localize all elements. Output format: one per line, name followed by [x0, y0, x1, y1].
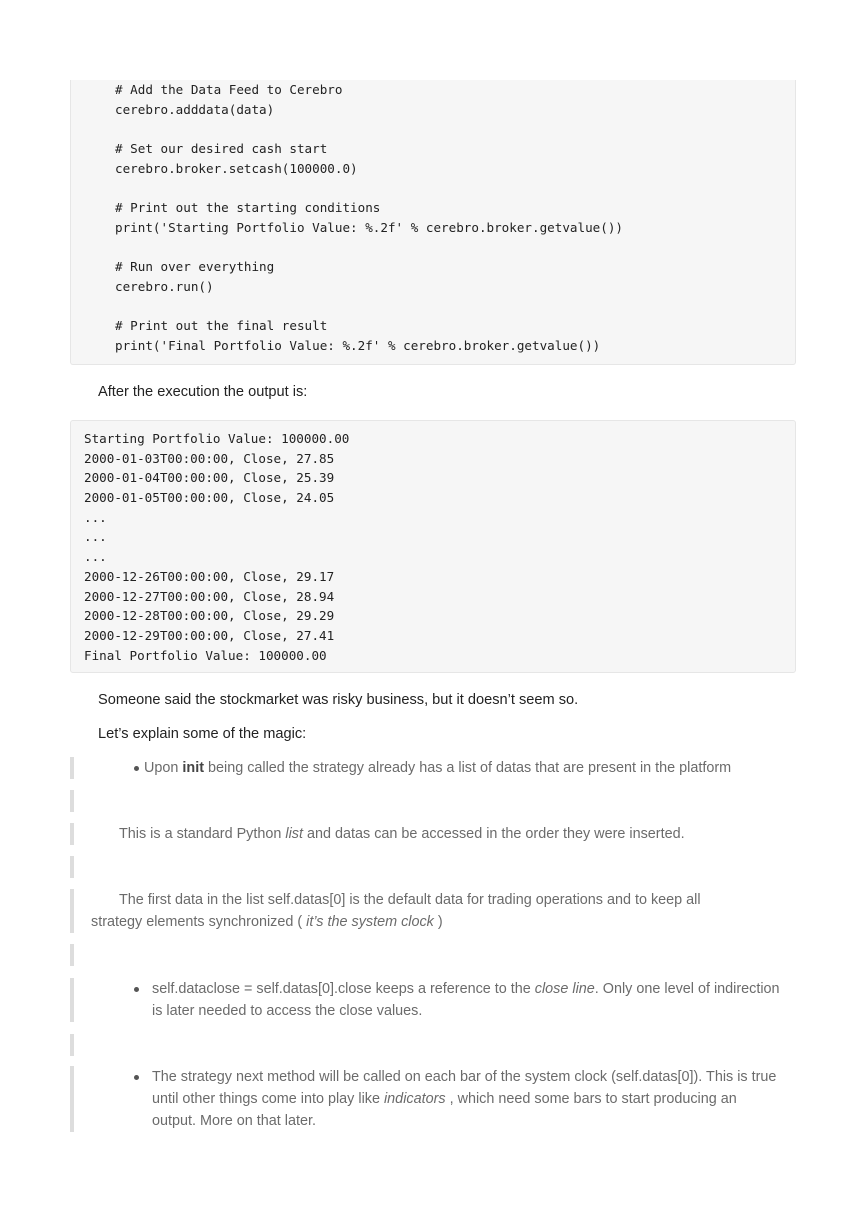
quote-divider: [70, 944, 74, 966]
code-line: [115, 297, 795, 317]
quote-next-method-text: The strategy next method will be called on each bar of the system clock (self.datas[0]). This is true until other things come into play like indicators , which need some bars to start producing an output. More on that later.: [152, 1069, 777, 1129]
code-line: # Set our desired cash start: [115, 141, 328, 157]
code-line: 2000-12-29T00:00:00, Close, 27.41: [84, 627, 335, 643]
magic-intro-text: Let’s explain some of the magic:: [98, 726, 307, 742]
code-line: cerebro.adddata(data): [115, 101, 275, 117]
code-line: 2000-12-27T00:00:00, Close, 28.94: [84, 588, 335, 604]
code-line: 2000-01-03T00:00:00, Close, 27.85: [84, 450, 335, 466]
code-line: ...: [84, 509, 107, 525]
quote-init: [70, 757, 790, 779]
code-line: [115, 178, 795, 198]
code-line: 2000-12-28T00:00:00, Close, 29.29: [84, 608, 335, 624]
quote-list: [70, 823, 790, 845]
code-line: 2000-01-05T00:00:00, Close, 24.05: [84, 490, 335, 506]
risky-business-text: Someone said the stockmarket was risky business, but it doesn’t seem so.: [98, 692, 579, 708]
quote-list-text: This is a standard Python list and datas can be accessed in the order they were inserted.: [119, 826, 685, 842]
quote-divider: [70, 856, 74, 878]
code-line: 2000-12-26T00:00:00, Close, 29.17: [84, 568, 335, 584]
quote-init-text: Upon init being called the strategy already has a list of datas that are present in the platform: [144, 760, 732, 776]
quote-system-clock-text: The first data in the list self.datas[0] is the default data for trading operations and to keep all strategy elements synchronized ( it’s the system clock ): [91, 892, 701, 930]
code-line: cerebro.broker.setcash(100000.0): [115, 160, 358, 176]
quote-dataclose-text: self.dataclose = self.datas[0].close keeps a reference to the close line. Only one level of indirection is later needed to access the close values.: [152, 981, 780, 1019]
code-line: # Add the Data Feed to Cerebro: [115, 82, 343, 97]
quote-next-method: [70, 1066, 790, 1132]
code-block-output: [70, 420, 796, 673]
quote-dataclose: [70, 978, 790, 1022]
code-block-setup: [70, 80, 796, 365]
code-line: cerebro.run(): [115, 278, 214, 294]
code-line: Final Portfolio Value: 100000.00: [84, 647, 327, 663]
quote-system-clock: [70, 889, 790, 933]
quote-divider: [70, 1034, 74, 1056]
code-line: ...: [84, 529, 107, 545]
code-line: 2000-01-04T00:00:00, Close, 25.39: [84, 470, 335, 486]
after-execution-text: After the execution the output is:: [98, 384, 308, 400]
code-line: ...: [84, 549, 107, 565]
code-line: [115, 119, 795, 139]
code-line: [115, 238, 795, 258]
code-line: print('Starting Portfolio Value: %.2f' % cerebro.broker.getvalue()): [115, 219, 623, 235]
quote-divider: [70, 790, 74, 812]
code-line: Starting Portfolio Value: 100000.00: [84, 431, 350, 446]
code-line: print('Final Portfolio Value: %.2f' % cerebro.broker.getvalue()): [115, 337, 601, 353]
code-line: # Run over everything: [115, 259, 275, 275]
code-line: # Print out the final result: [115, 318, 328, 334]
code-line: # Print out the starting conditions: [115, 200, 381, 216]
